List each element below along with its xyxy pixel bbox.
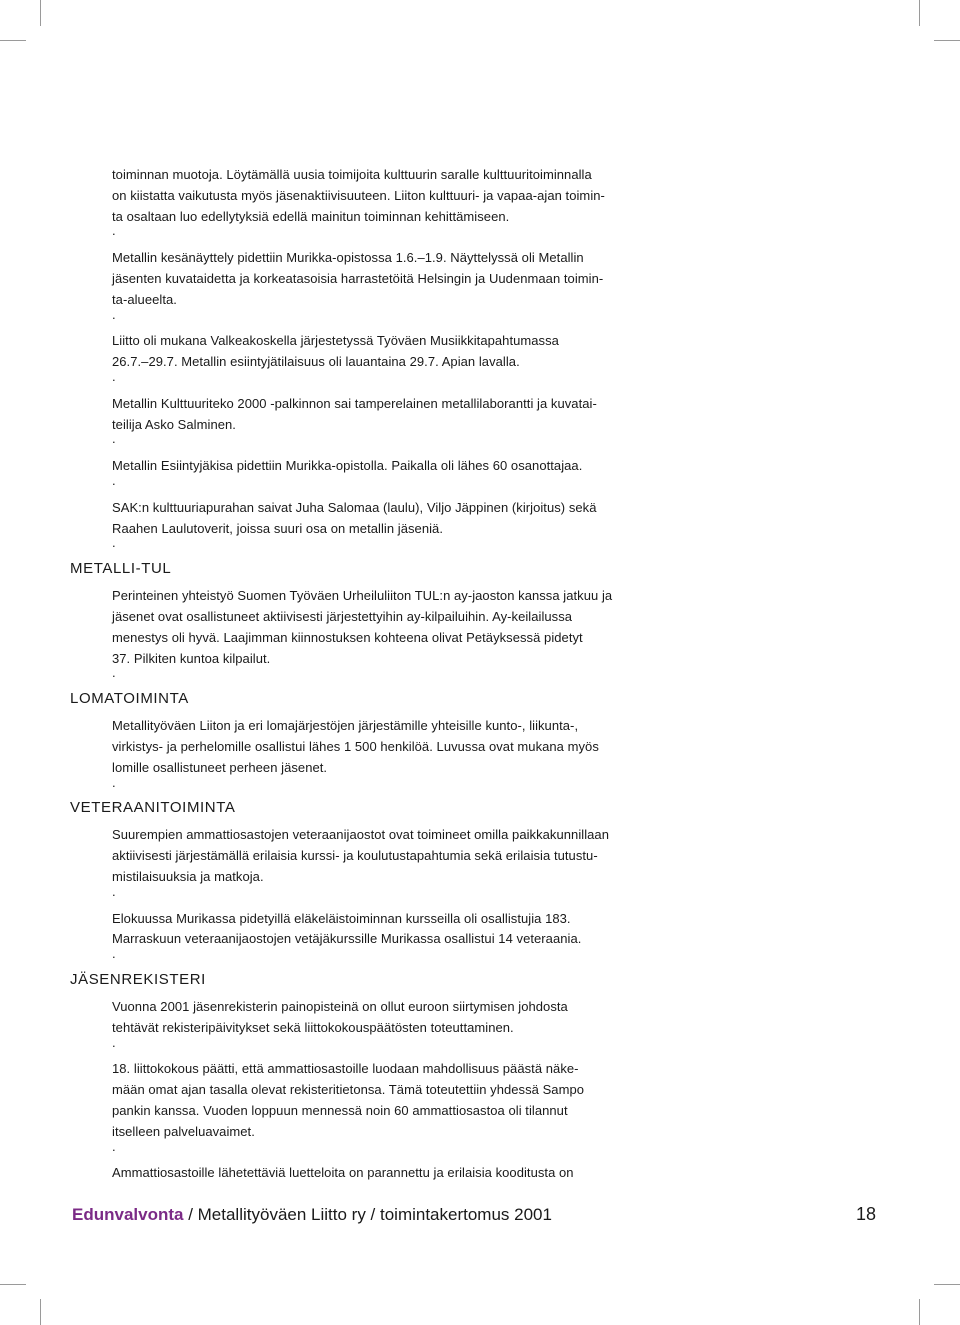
- paragraph-line: Ammattiosastoille lähetettäviä luetteloita on parannettu ja erilaisia kooditusta on: [112, 1165, 574, 1181]
- page-footer: [72, 1203, 552, 1227]
- paragraph-line: ta-alueelta.: [112, 291, 177, 307]
- crop-mark: [934, 1284, 960, 1285]
- paragraph-separator: .: [112, 774, 116, 790]
- paragraph-line: Metallityöväen Liiton ja eri lomajärjestöjen järjestämille yhteisille kunto-, liikunta-,: [112, 718, 579, 734]
- paragraph-line: 26.7.–29.7. Metallin esiintyjätilaisuus oli lauantaina 29.7. Apian lavalla.: [112, 354, 520, 370]
- crop-mark: [0, 40, 26, 41]
- paragraph-separator: .: [112, 369, 116, 384]
- crop-mark: [934, 40, 960, 41]
- section-heading: VETERAANITOIMINTA: [70, 799, 236, 817]
- section-heading: METALLI-TUL: [70, 560, 172, 578]
- paragraph-line: Elokuussa Murikassa pidetyillä eläkeläistoiminnan kursseilla oli osallistujia 183.: [112, 910, 571, 926]
- paragraph-line: 37. Pilkiten kuntoa kilpailut.: [112, 650, 271, 666]
- paragraph-separator: .: [112, 1138, 116, 1154]
- paragraph-line: tehtävät rekisteripäivitykset sekä liittokokouspäätösten toteuttaminen.: [112, 1019, 514, 1035]
- paragraph-line: mistilaisuuksia ja matkoja.: [112, 869, 264, 884]
- paragraph-separator: .: [112, 665, 116, 681]
- crop-mark: [40, 0, 41, 26]
- paragraph-separator: .: [112, 306, 116, 322]
- paragraph-separator: .: [112, 535, 116, 551]
- paragraph-line: Metallin Kulttuuriteko 2000 -palkinnon sai tamperelainen metallilaborantti ja kuvatai-: [112, 395, 597, 411]
- paragraph-line: Vuonna 2001 jäsenrekisterin painopisteinä on ollut euroon siirtymisen johdosta: [112, 999, 568, 1014]
- paragraph-line: lomille osallistuneet perheen jäsenet.: [112, 759, 328, 775]
- page-number: 18: [856, 1204, 877, 1224]
- paragraph-line: menestys oli hyvä. Laajimman kiinnostuksen kohteena olivat Petäyksessä pidetyt: [112, 629, 583, 645]
- paragraph-line: aktiivisesti järjestämällä erilaisia kurssi- ja koulutustapahtumia sekä erilaisia tutustu-: [112, 848, 598, 864]
- paragraph-line: Raahen Laulutoverit, joissa suuri osa on metallin jäseniä.: [112, 520, 443, 536]
- paragraph-line: jäsenten kuvataidetta ja korkeatasoisia harrastetöitä Helsingin ja Uudenmaan toimin-: [112, 271, 604, 286]
- crop-mark: [919, 0, 920, 26]
- paragraph-line: pankin kanssa. Vuoden loppuun mennessä noin 60 ammattiosastoa oli tilannut: [112, 1103, 568, 1118]
- paragraph-separator: .: [112, 883, 116, 899]
- paragraph-line: teilija Asko Salminen.: [112, 416, 236, 432]
- paragraph-line: toiminnan muotoja. Löytämällä uusia toimijoita kulttuurin saralle kulttuuritoiminnalla: [112, 167, 592, 182]
- paragraph-line: jäsenet ovat osallistuneet aktiivisesti järjestettyihin ay-kilpailuihin. Ay-keilailussa: [112, 609, 573, 624]
- crop-mark: [40, 1299, 41, 1325]
- paragraph-line: Perinteinen yhteistyö Suomen Työväen Urheiluliiton TUL:n ay-jaoston kanssa jatkuu ja: [112, 588, 613, 604]
- paragraph-separator: .: [112, 1034, 116, 1050]
- crop-mark: [919, 1299, 920, 1325]
- paragraph-line: itselleen palveluavaimet.: [112, 1123, 255, 1139]
- paragraph-line: Marraskuun veteraanijaostojen vetäjäkurssille Murikassa osallistui 14 veteraania.: [112, 931, 582, 947]
- footer-brand: Edunvalvonta: [72, 1205, 184, 1224]
- paragraph-line: 18. liittokokous päätti, että ammattiosastoille luodaan mahdollisuus päästä näke-: [112, 1061, 579, 1077]
- paragraph-separator: .: [112, 473, 116, 488]
- paragraph-line: virkistys- ja perhelomille osallistui lähes 1 500 henkilöä. Luvussa ovat mukana myös: [112, 739, 599, 754]
- paragraph-line: on kiistatta vaikutusta myös jäsenaktiivisuuteen. Liiton kulttuuri- ja vapaa-ajan toimin-: [112, 187, 605, 203]
- section-heading: LOMATOIMINTA: [70, 690, 189, 708]
- section-heading: JÄSENREKISTERI: [70, 971, 206, 988]
- paragraph-line: mään omat ajan tasalla olevat rekisteritietonsa. Tämä toteutettiin yhdessä Sampo: [112, 1082, 585, 1098]
- paragraph-line: Suurempien ammattiosastojen veteraanijaostot ovat toimineet omilla paikkakunnillaan: [112, 827, 609, 843]
- paragraph-separator: .: [112, 946, 116, 962]
- paragraph-line: Liitto oli mukana Valkeakoskella järjestetyssä Työväen Musiikkitapahtumassa: [112, 333, 559, 349]
- paragraph-line: SAK:n kulttuuriapurahan saivat Juha Salomaa (laulu), Viljo Jäppinen (kirjoitus) sekä: [112, 499, 597, 515]
- footer-title: / Metallityöväen Liitto ry / toimintakertomus 2001: [183, 1205, 552, 1224]
- paragraph-separator: .: [112, 431, 116, 447]
- crop-mark: [0, 1284, 26, 1285]
- paragraph-separator: .: [112, 223, 116, 239]
- paragraph-line: Metallin Esiintyjäkisa pidettiin Murikka-opistolla. Paikalla oli lähes 60 osanottajaa.: [112, 458, 583, 474]
- paragraph-line: Metallin kesänäyttely pidettiin Murikka-opistossa 1.6.–1.9. Näyttelyssä oli Metallin: [112, 250, 584, 266]
- paragraph-line: ta osaltaan luo edellytyksiä edellä mainitun toiminnan kehittämiseen.: [112, 208, 510, 224]
